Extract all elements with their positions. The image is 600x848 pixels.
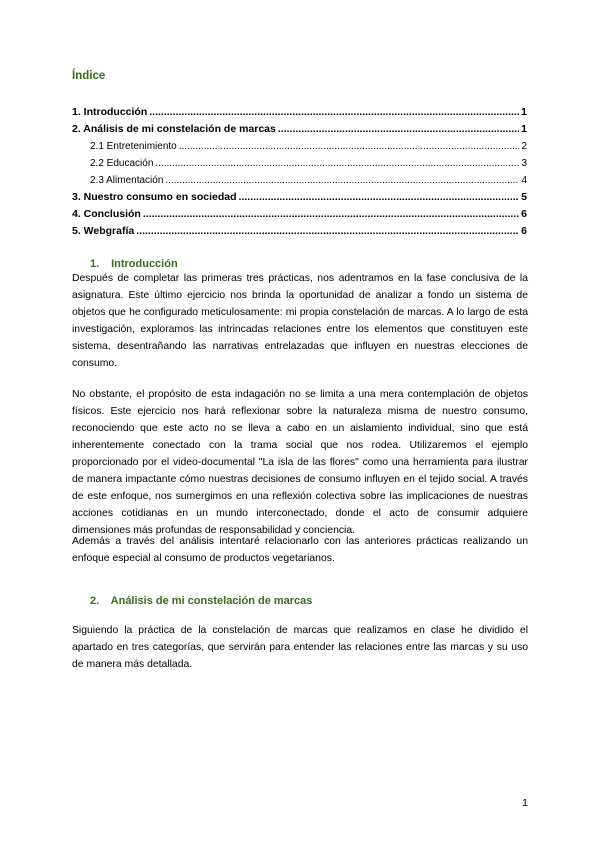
toc-entry-page: 6	[521, 208, 527, 220]
toc-dot-leader	[239, 189, 520, 206]
toc-dot-leader	[155, 155, 519, 172]
toc-dot-leader	[179, 138, 520, 155]
toc-entry[interactable]	[72, 206, 527, 223]
table-of-contents	[72, 104, 527, 240]
toc-entry-label: 4. Conclusión	[72, 208, 141, 220]
toc-entry-label: 2.3 Alimentación	[90, 175, 164, 186]
toc-dot-leader	[165, 172, 519, 189]
toc-entry-label: 2.1 Entretenimiento	[90, 141, 177, 152]
toc-entry[interactable]	[72, 189, 527, 206]
toc-dot-leader	[136, 223, 519, 240]
toc-entry-label: 2. Análisis de mi constelación de marcas	[72, 123, 276, 135]
toc-entry-page: 4	[521, 175, 527, 186]
toc-entry-page: 5	[521, 191, 527, 203]
section-number: 1.	[90, 258, 100, 270]
toc-entry-page: 2	[521, 141, 527, 152]
toc-entry[interactable]	[72, 155, 527, 172]
paragraph: Además a través del análisis intentaré relacionarlo con las anteriores prácticas realizando un enfoque especial al consumo de productos vegetarianos.	[72, 536, 528, 564]
toc-dot-leader	[143, 206, 519, 223]
section-title: Análisis de mi constelación de marcas	[110, 595, 313, 607]
toc-entry[interactable]	[72, 138, 527, 155]
section-title: Introducción	[111, 258, 178, 270]
toc-entry[interactable]	[72, 121, 527, 138]
index-title: Índice	[72, 70, 106, 82]
section-heading-analisis	[90, 595, 312, 607]
toc-entry[interactable]	[72, 223, 527, 240]
toc-entry[interactable]	[72, 104, 527, 121]
paragraph: No obstante, el propósito de esta indagación no se limita a una mera contemplación de objetos físicos. Este ejercicio nos hará reflexionar sobre la naturaleza misma de nuestro consumo, reconociendo que este acto no se lleva a cabo en un aislamiento individual, sino que está inherentemente conectado con la trama social que nos rodea. Utilizaremos el ejemplo proporcionado por el video-documental "La isla de las flores" como una herramienta para ilustrar de manera impactante cómo nuestras decisiones de consumo influyen en el tejido social. A través de este enfoque, nos sumergimos en una reflexión colectiva sobre las implicaciones de nuestras acciones cotidianas en un mundo interconectado, donde el acto de consumir adquiere dimensiones más profundas de responsabilidad y conciencia.	[72, 389, 528, 536]
toc-dot-leader	[278, 121, 519, 138]
toc-entry-page: 1	[521, 106, 527, 118]
toc-dot-leader	[149, 104, 519, 121]
toc-entry-label: 2.2 Educación	[90, 158, 154, 169]
toc-entry-page: 1	[521, 123, 527, 135]
toc-entry-label: 3. Nuestro consumo en sociedad	[72, 191, 237, 203]
toc-entry[interactable]	[72, 172, 527, 189]
page-number: 1	[522, 797, 528, 809]
section-heading-introduccion	[90, 258, 178, 270]
toc-entry-label: 1. Introducción	[72, 106, 148, 118]
section-number: 2.	[90, 595, 100, 607]
paragraph: Después de completar las primeras tres prácticas, nos adentramos en la fase conclusiva de la asignatura. Este último ejercicio nos brinda la oportunidad de analizar a fondo un sistema de objetos que he configurado meticulosamente: mi propia constelación de marcas. A lo largo de esta investigación, exploramos las intrincadas relaciones entre los elementos que constituyen este sistema, desentrañando las narrativas entrelazadas que influyen en nuestras elecciones de consumo.	[72, 273, 528, 369]
toc-entry-label: 5. Webgrafía	[72, 225, 135, 237]
paragraph: Siguiendo la práctica de la constelación de marcas que realizamos en clase he dividido el apartado en tres categorías, que servirán para entender las relaciones entre las marcas y su uso de manera más detallada.	[72, 625, 528, 670]
toc-entry-page: 6	[521, 225, 527, 237]
toc-entry-page: 3	[521, 158, 527, 169]
